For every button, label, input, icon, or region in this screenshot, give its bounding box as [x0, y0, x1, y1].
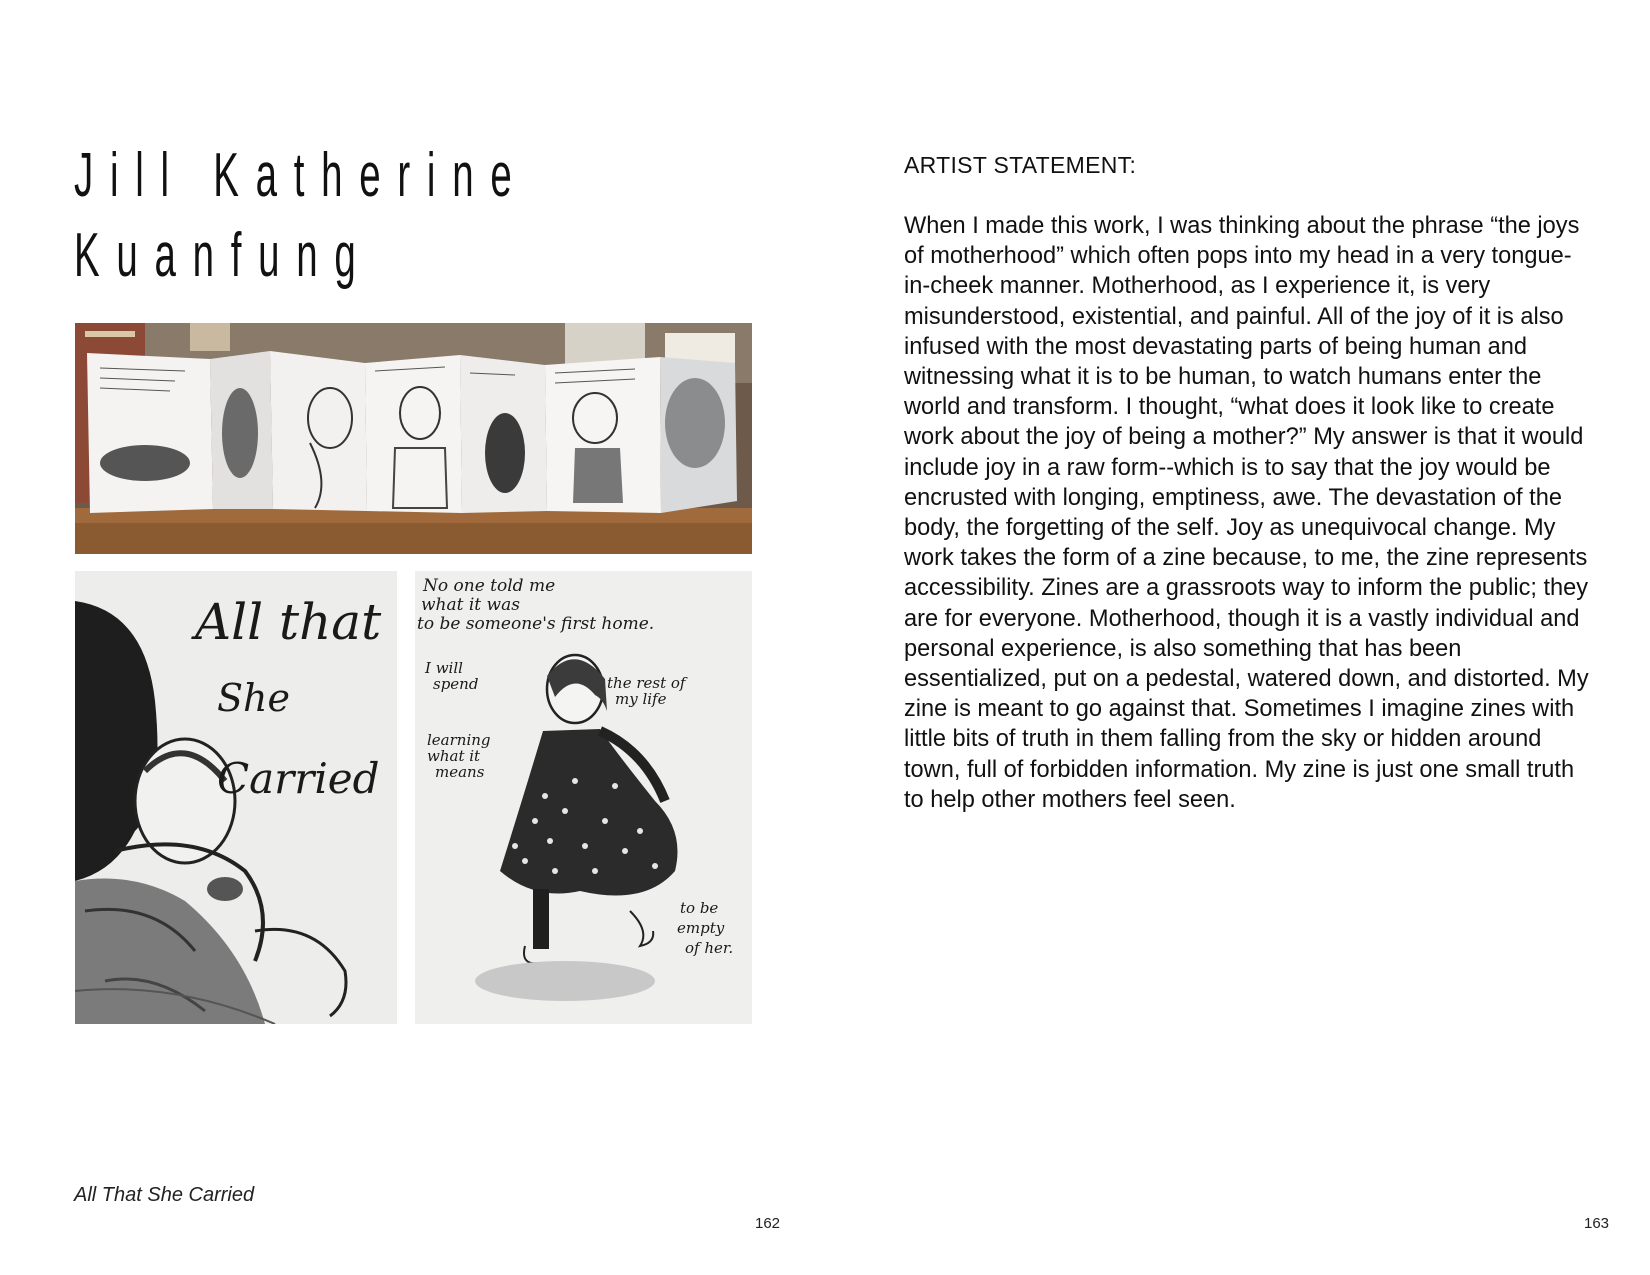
page-text-bottom-1: to be	[680, 899, 719, 917]
page-text-bottom-3: of her.	[685, 939, 734, 957]
page-text-top-3: to be someone's first home.	[417, 614, 655, 634]
artist-name	[74, 136, 528, 296]
cover-line-2: She	[217, 676, 290, 720]
page-text-left-b-3: means	[435, 763, 485, 781]
page-number-right: 163	[1584, 1215, 1610, 1232]
zine-cover-photo	[75, 571, 397, 1024]
zine-page-photo	[415, 571, 752, 1024]
page-text-left-a-1: I will	[425, 659, 463, 677]
artwork-caption: All That She Carried	[74, 1184, 255, 1206]
zine-accordion-photo	[75, 323, 752, 554]
page-text-left-b-1: learning	[427, 731, 491, 749]
page-text-left-b-2: what it	[427, 747, 481, 765]
artist-statement-heading: ARTIST STATEMENT:	[904, 152, 1137, 178]
artist-statement-body: When I made this work, I was thinking about the phrase “the joys of motherhood” which often pops into my head in a very tongue-in-cheek manner. Motherhood, as I experience it, is very misunderstood, existential, and painful. All of the joy of it is also infused with the most devastating parts of being human and witnessing what it is to be human, to watch humans enter the world and transform. I thought, “what does it look like to create work about the joy of being a mother?” My answer is that it would include joy in a raw form--which is to say that the joy would be encrusted with longing, emptiness, awe. The devastation of the body, the forgetting of the self. Joy as unequivocal change. My work takes the form of a zine because, to me, the zine represents accessibility. Zines are a grassroots way to inform the public; they are for everyone. Motherhood, though it is a vastly individual and personal experience, is also something that has been essentialized, put on a pedestal, watered down, and distorted. My zine is meant to go against that. Sometimes I imagine zines with little bits of truth in them falling from the sky or hidden around town, full of forbidden information. My zine is just one small truth to help other mothers feel seen.	[904, 213, 1589, 813]
page-text-right-2: my life	[615, 690, 667, 708]
page-text-bottom-2: empty	[677, 919, 725, 937]
page-text-top-1: No one told me	[423, 576, 556, 596]
page-text-right-1: the rest of	[607, 674, 686, 692]
page-number-left: 162	[755, 1215, 781, 1232]
artist-name-line-2: Kuanfung	[74, 221, 373, 290]
cover-line-3: Carried	[217, 754, 380, 803]
artist-name-line-1: Jill Katherine	[74, 141, 529, 210]
page-text-left-a-2: spend	[433, 675, 479, 693]
page-text-top-2: what it was	[421, 595, 520, 615]
cover-line-1: All that	[195, 593, 382, 651]
